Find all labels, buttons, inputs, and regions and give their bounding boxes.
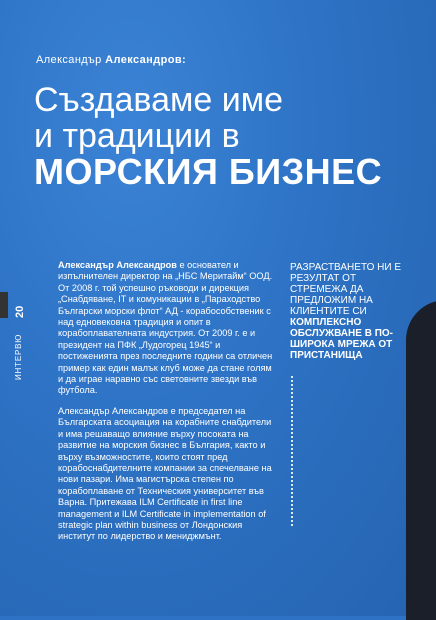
article-body (58, 260, 276, 552)
page-side-rail (0, 280, 30, 480)
kicker-name: Александър (36, 54, 102, 66)
title-line-1: Създаваме име (34, 81, 283, 119)
body-lead-name: Александър Александров (58, 260, 177, 270)
page-number: 20 (14, 305, 26, 318)
pull-quote (290, 262, 410, 361)
pull-quote-dotted-rule (291, 376, 297, 526)
body-paragraph-1-text: е основател и изпълнителен директор на „НБС Меритайм“ ООД. От 2008 г. той успешно ръководи и дирекция „Снабдяване, IT и комуникации в „Параходство Български морски флот“ АД - корабособственик с над едновековна традиция и опит в корабоплавателната индустрия. От 2009 г. е и президент на ПФК „Лудогорец 1945“ и постиженията през последните години са отличен пример как един малък клуб може да стане голям и да играе наравно със световните звезди във футбола. (58, 260, 273, 396)
section-label: ИНТЕРВЮ (14, 333, 23, 380)
rail-bar (0, 292, 8, 318)
article-title (34, 82, 414, 190)
pull-quote-text: РАЗРАСТВАНЕТО НИ Е РЕЗУЛТАТ ОТ СТРЕМЕЖА ДА ПРЕДЛОЖИМ НА КЛИЕНТИТЕ СИ (290, 262, 402, 317)
body-paragraph-1 (58, 260, 276, 397)
body-paragraph-2: Александър Александров е председател на Българската асоциация на корабните снабдители и има решаващо влияние върху посоката на развитие на морския бизнес в България, както и върху възможностите, които стоят пред корабоснабдителните компании за спечелване на нови пазари. Има магистърска степен по корабоплаване от Техническия университет във Варна. Притежава ILM Certificate in first line management и ILM Certificate in implementation of strategic plan within business от Лондонския институт по лидерство и мениджмънт. (58, 405, 272, 542)
pull-quote-emphasis: КОМПЛЕКСНО ОБСЛУЖВАНЕ В ПО-ШИРОКА МРЕЖА ОТ ПРИСТАНИЩА (290, 317, 393, 361)
kicker-surname: Александров: (105, 54, 187, 66)
title-line-2: и традиции в (34, 117, 240, 155)
title-line-3: МОРСКИЯ БИЗНЕС (34, 151, 383, 192)
article-kicker (36, 54, 396, 66)
portrait-photo-edge (406, 300, 436, 620)
